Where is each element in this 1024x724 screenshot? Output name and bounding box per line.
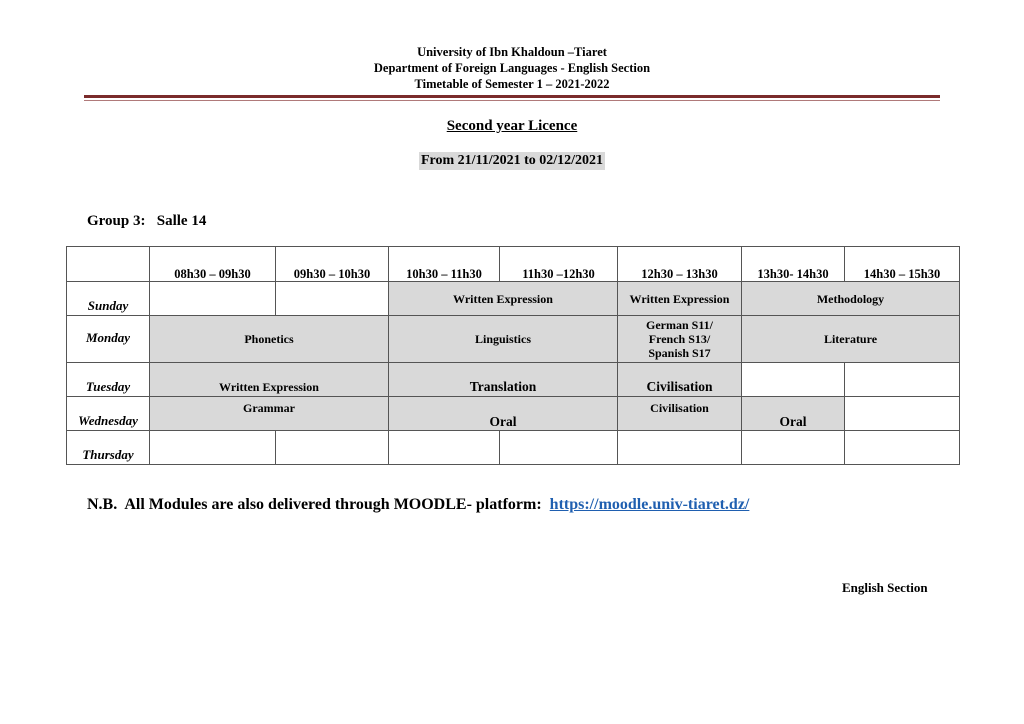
class-cell: Written Expression (150, 363, 389, 397)
time-slot-header: 08h30 – 09h30 (150, 247, 276, 282)
timetable-semester: Timetable of Semester 1 – 2021-2022 (414, 77, 610, 91)
empty-slot (389, 431, 500, 465)
day-label: Tuesday (67, 363, 150, 397)
class-cell: Methodology (742, 282, 960, 316)
header-divider (84, 95, 940, 98)
empty-slot (742, 431, 845, 465)
day-label: Thursday (67, 431, 150, 465)
timetable-row-wednesday (67, 397, 960, 431)
date-range: From 21/11/2021 to 02/12/2021 (420, 153, 604, 168)
group-room-label: Group 3: Salle 14 (87, 213, 207, 229)
empty-slot (845, 397, 960, 431)
page-title: Second year Licence (446, 118, 578, 134)
empty-slot (276, 431, 389, 465)
class-cell: Civilisation (618, 397, 742, 431)
day-label: Wednesday (67, 397, 150, 431)
moodle-note-text: N.B. All Modules are also delivered through MOODLE- platform: (87, 496, 550, 513)
time-slot-header: 12h30 – 13h30 (618, 247, 742, 282)
class-cell: Civilisation (618, 363, 742, 397)
class-cell: Literature (742, 316, 960, 363)
class-cell: Grammar (150, 397, 389, 431)
class-cell: Translation (389, 363, 618, 397)
moodle-note (87, 496, 749, 514)
department-name: Department of Foreign Languages - English Section (373, 61, 651, 75)
date-range-wrapper (0, 151, 1024, 170)
university-name: University of Ibn Khaldoun –Tiaret (417, 45, 607, 59)
timetable-row-monday (67, 316, 960, 363)
empty-slot (500, 431, 618, 465)
time-slot-header: 09h30 – 10h30 (276, 247, 389, 282)
class-cell: Oral (389, 397, 618, 431)
class-cell: Oral (742, 397, 845, 431)
class-cell: Phonetics (150, 316, 389, 363)
empty-slot (150, 431, 276, 465)
empty-slot (845, 363, 960, 397)
timetable-header-row (67, 247, 960, 282)
moodle-link[interactable]: https://moodle.univ-tiaret.dz/ (549, 496, 750, 513)
signature: English Section (842, 580, 928, 595)
timetable (66, 246, 960, 465)
class-cell: Linguistics (389, 316, 618, 363)
timetable-row-sunday (67, 282, 960, 316)
empty-slot (150, 282, 276, 316)
timetable-row-thursday (67, 431, 960, 465)
document-header (0, 44, 1024, 92)
empty-slot (276, 282, 389, 316)
class-cell-languages (618, 316, 742, 363)
time-slot-header: 14h30 – 15h30 (845, 247, 960, 282)
time-slot-header: 11h30 –12h30 (500, 247, 618, 282)
class-cell: Written Expression (618, 282, 742, 316)
time-slot-header: 13h30- 14h30 (742, 247, 845, 282)
class-cell-line: Spanish S17 (648, 346, 711, 360)
empty-slot (618, 431, 742, 465)
empty-slot (742, 363, 845, 397)
class-cell: Written Expression (389, 282, 618, 316)
time-slot-header: 10h30 – 11h30 (389, 247, 500, 282)
class-cell-line: French S13/ (648, 332, 711, 346)
empty-slot (845, 431, 960, 465)
day-label: Sunday (67, 282, 150, 316)
class-cell-line: German S11/ (645, 318, 713, 332)
header-divider-thin (84, 100, 940, 101)
day-label: Monday (67, 316, 150, 363)
timetable-row-tuesday (67, 363, 960, 397)
corner-cell (67, 247, 150, 282)
